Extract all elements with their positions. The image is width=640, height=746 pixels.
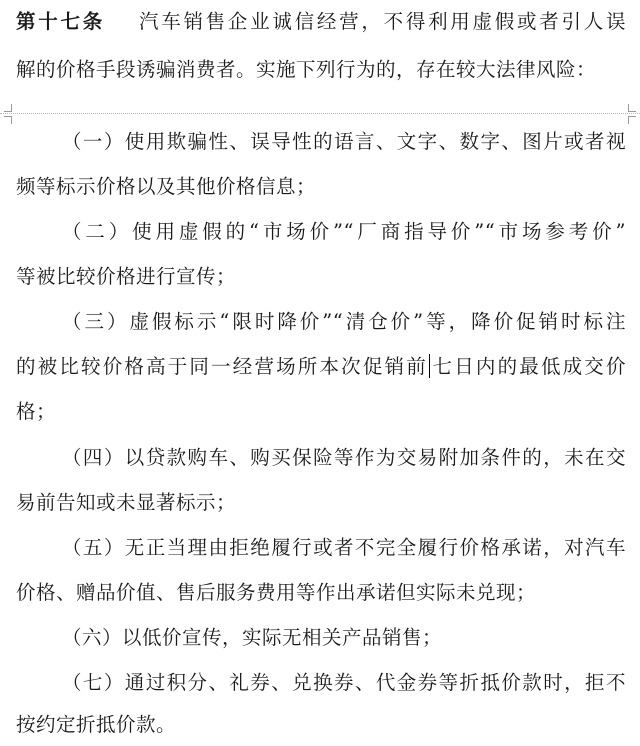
item-3-line-3: 格； [16, 400, 57, 423]
article-intro-line-1 [16, 7, 626, 37]
item-7-line-2: 按约定折抵价款。 [16, 713, 177, 736]
article-intro-text: 汽车销售企业诚信经营，不得利用虚假或者引人误 [138, 10, 626, 33]
page-corner-mark [628, 104, 636, 112]
article-intro-line-2: 解的价格手段诱骗消费者。实施下列行为的，存在较大法律风险： [16, 58, 597, 81]
item-5-line-1: （五）无正当理由拒绝履行或者不完全履行价格承诺，对汽车 [62, 536, 626, 559]
item-7-line-1: （七）通过积分、礼券、兑换券、代金券等折抵价款时，拒不 [62, 671, 626, 694]
item-3-line-1: （三）虚假标示“限时降价”“清仓价”等，降价促销时标注 [62, 310, 626, 333]
item-1-line-2: 频等标示价格以及其他价格信息； [16, 175, 317, 198]
item-6-line-1: （六）以低价宣传，实际无相关产品销售； [62, 626, 443, 649]
page-corner-mark [4, 116, 12, 124]
page-break-divider [0, 113, 640, 115]
item-4-line-1: （四）以贷款购车、购买保险等作为交易附加条件的，未在交 [62, 446, 626, 469]
article-number: 第十七条 [16, 10, 105, 33]
item-3-line-2-text-b: 七日内的最低成交价 [430, 355, 626, 378]
item-2-line-2: 等被比较价格进行宣传； [16, 265, 237, 288]
item-3-line-2-text-a: 的被比较价格高于同一经营场所本次促销前 [16, 355, 428, 378]
item-2-line-1: （二）使用虚假的“市场价”“厂商指导价”“市场参考价” [62, 220, 626, 243]
item-4-line-2: 易前告知或未显著标示； [16, 491, 237, 514]
item-1-line-1: （一）使用欺骗性、误导性的语言、文字、数字、图片或者视 [62, 130, 626, 153]
item-5-line-2: 价格、赠品价值、售后服务费用等作出承诺但实际未兑现； [16, 581, 537, 604]
page-corner-mark [4, 104, 12, 112]
text-cursor [429, 354, 430, 378]
page-corner-mark [628, 116, 636, 124]
item-3-line-2 [16, 352, 626, 382]
